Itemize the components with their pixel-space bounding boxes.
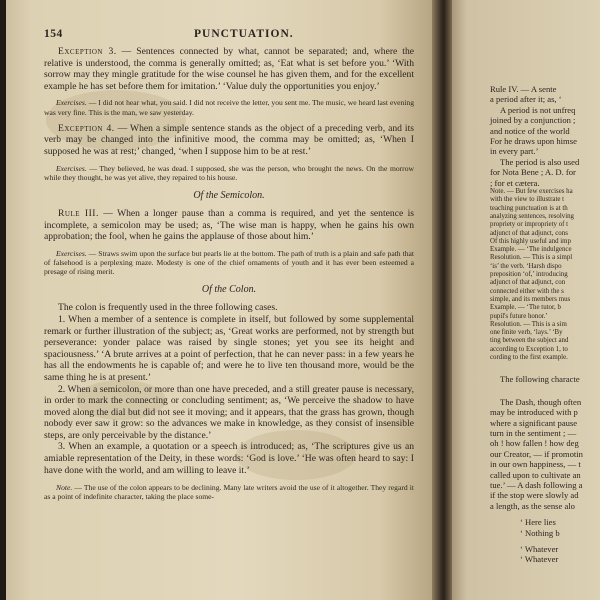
right-page-line: called upon to cultivate an [490, 469, 581, 480]
right-page-line: turn in the sentiment ; — [490, 427, 577, 438]
right-page-line: tue.’ — A dash following a [490, 479, 583, 490]
right-page-line: connected either with the s [490, 287, 564, 295]
exercises-1 [44, 98, 414, 116]
right-page-line: Rule IV. — A sente [490, 84, 557, 94]
rule-3-label: Rule III. [58, 207, 99, 219]
note-text: — The use of the colon appears to be declining. Many late writers avoid the use of it altogether. They regard it as a point of indefinite character, taking the place some- [44, 483, 414, 502]
right-page-line: where a significant pause [490, 417, 578, 428]
right-page-line: a period after it; as, ‘ [490, 94, 562, 105]
right-page [452, 0, 600, 600]
exception-4-text: — When a simple sentence stands as the object of a preceding verb, and its verb may be changed into the infinitive mood, the comma may be omitted; as, ‘When I supposed he was at rest;’ changed, ‘when I suppose him to be at rest.’ [44, 122, 414, 157]
right-page-line: one finite verb, ‘lays.’ ‘By [490, 329, 563, 337]
exercises-2-label: Exercises. [56, 163, 87, 173]
left-page [6, 0, 432, 600]
exception-4 [44, 123, 414, 158]
right-page-line: ‘ Here lies [520, 517, 556, 528]
right-page-line: For he draws upon himse [490, 136, 577, 147]
right-page-line: in every part.’ [490, 146, 539, 157]
exercises-2 [44, 164, 414, 182]
right-page-line: for Nota Bene ; A. D. for [490, 167, 576, 178]
right-page-line: ‘ Whatever [520, 543, 559, 554]
exercises-3-text: — Straws swim upon the surface but pearls lie at the bottom. The path of truth is a plain and safe path that of falsehood is a perplexing maze. Modesty is one of the chief ornaments of youth and it has ever been esteemed a presage of rising merit. [44, 248, 414, 277]
right-page-line: teaching punctuation is at th [490, 204, 568, 212]
colon-case: 3. When an example, a quotation or a speech is introduced; as, ‘The scriptures give us an amiable representation of the Deity, in these words: ‘God is love.’ ‘He was often heard to say: I have done with the world, and am willing to leave it.’ [44, 441, 414, 476]
right-page-line: Note. — But few exercises ha [490, 188, 573, 196]
right-page-line: cording to the first example. [490, 354, 568, 361]
exception-4-label: Exception 4. [58, 122, 115, 134]
right-page-line: simple, and its members mus [490, 295, 571, 303]
right-page-line: Example. — ‘The tutor, b [490, 304, 561, 312]
right-page-line: ‘ Whatever [520, 554, 559, 565]
right-page-line: Resolution. — This is a simpl [490, 254, 573, 262]
right-page-line: and notice of the world [490, 125, 570, 136]
right-page-line: ; for et cætera. [490, 177, 540, 188]
right-page-line: analyzing sentences, resolving [490, 212, 574, 220]
exercises-3-label: Exercises. [56, 248, 87, 258]
right-page-text [490, 84, 600, 565]
right-page-line: The Dash, though often [500, 396, 582, 407]
rule-3 [44, 208, 414, 243]
right-page-line: with the view to illustrate t [490, 196, 565, 204]
right-page-line: Example. — ‘The indulgence [490, 246, 572, 254]
right-page-line: Of this highly useful and imp [490, 237, 571, 245]
page-number: 154 [44, 28, 63, 40]
right-page-line: A period is not unfreq [500, 104, 576, 115]
exercises-1-text: — I did not hear what, you said. I did not receive the letter, you sent me. The music, we heard last evening was very fine. This is the man, we saw yesterday. [44, 98, 414, 117]
right-page-line: preposition ‘of,’ introducing [490, 271, 568, 279]
exercises-2-text: — They believed, he was dead. I supposed, she was the person, who brought the news. On the morrow while they thought, he was yet alive, they repaired to his house. [44, 163, 414, 182]
right-page-line: ‘ Nothing b [520, 527, 560, 538]
running-head [44, 28, 414, 44]
exception-3-text: — Sentences connected by what, cannot be separated; and, where the relative is understood, the comma is generally omitted; as, ‘Eat what is set before you.’ ‘With sorrow may they mingle gratitude for the wise counsel he has given them, and for the excellent example he has set before them for imitation.’ ‘Value duly the opportunities you enjoy.’ [44, 46, 414, 92]
right-page-line: adjunct of that adjunct, cons [490, 229, 568, 237]
colon-case: 1. When a member of a sentence is complete in itself, but followed by some supplemental remark or further illustration of the subject; as, ‘Great works are performed, not by strength but perseverance: yonder palace was raised by single stones; yet you see its height and spaciousness.’ ‘A brute arrives at a point of perfection, that he can never pass: in a few years he has all the endowments he is capable of; and were he to live ten thousand more, would be the same thing he is at present.’ [44, 313, 414, 383]
rule-3-text: — When a longer pause than a comma is required, and yet the sentence is incomplete, a semicolon may be used; as, ‘The wise man is happy, when he gains his own approbation; the fool, when he gains the applause of those about him.’ [44, 207, 414, 243]
right-page-line: a length, as the sense alo [490, 500, 575, 511]
colon-heading: Of the Colon. [201, 284, 257, 296]
right-page-line: according to Exception 1, to [490, 345, 568, 353]
note [44, 483, 414, 501]
right-page-line: our Creator, — if promotin [490, 448, 583, 459]
colon-case: 2. When a semicolon, or more than one have preceded, and a still greater pause is necessary, in order to mark the connecting or concluding sentiment; as, ‘We perceive the shadow to have moved along the dial but did not see it moving; and it appears, that the grass has grown, though nobody ever saw it grow: so the advances we make in knowledge, as they consist of insensible steps, are only perceivable by the distance.’ [44, 383, 414, 441]
right-page-line: pupil's future honor.’ [490, 312, 548, 320]
exercises-3 [44, 249, 414, 277]
right-page-line: ting between the subject and [490, 337, 569, 345]
right-page-line: Resolution. — This is a sim [490, 320, 567, 328]
page-content [44, 28, 414, 502]
note-label: Note. [56, 483, 73, 493]
right-page-line: joined by a conjunction ; [490, 115, 576, 126]
right-page-line: in our own happiness, — t [490, 459, 581, 470]
exception-3-label: Exception 3. [58, 46, 117, 57]
right-page-line: adjunct of that adjunct, con [490, 279, 566, 287]
running-title: PUNCTUATION. [194, 28, 294, 40]
right-page-line: The period is also used [500, 156, 580, 167]
exercises-1-label: Exercises. [56, 98, 87, 108]
right-page-line: if the stop were slowly ad [490, 490, 579, 501]
exception-3 [44, 46, 414, 92]
book-gutter [432, 0, 452, 600]
right-page-line: ‘is’ the verb. ‘Harsh dispo [490, 262, 562, 270]
right-page-line: propriety or impropriety of t [490, 221, 569, 229]
semicolon-heading: Of the Semicolon. [193, 189, 265, 201]
right-page-line: The following characte [500, 374, 580, 385]
right-page-line: may be introduced with p [490, 407, 578, 418]
right-page-line: oh ! how fallen ! how deg [490, 438, 579, 449]
colon-intro: The colon is frequently used in the three following cases. [58, 302, 278, 314]
